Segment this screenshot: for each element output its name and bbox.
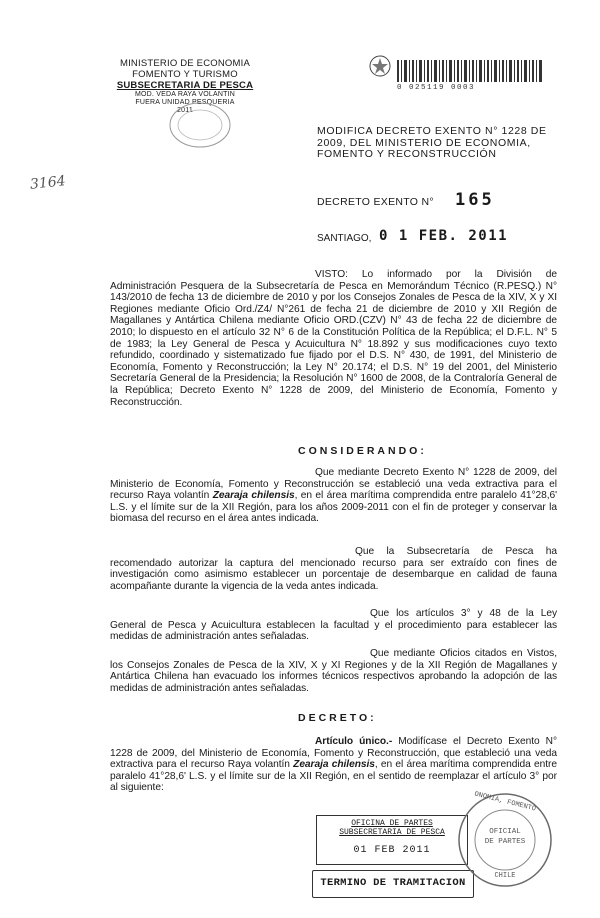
barcode-block <box>362 48 547 118</box>
seal-text-top: ONOMIA, FOMENTO <box>473 790 537 814</box>
decree-number-line <box>317 190 557 212</box>
considerando-paragraph-4: Que mediante Oficios citados en Vistos, los Consejos Zonales de Pesca de la XIV, X y XI Regiones y de la XII Región de Magallanes y Antártica Chilena han evacuado los informes técnicos respectivos aprobando la adopción de las medidas de administración antes señaladas. <box>110 648 557 694</box>
decree-number: 165 <box>455 190 495 210</box>
letterhead-ref-1: MOD. VEDA RAYA VOLANTIN <box>134 91 236 98</box>
article-unico-paragraph <box>110 736 557 794</box>
barcode-number: 0 025119 0003 <box>397 84 476 92</box>
decree-date-stamp: 0 1 FEB. 2011 <box>379 228 509 244</box>
letterhead-ref-2: FUERA UNIDAD PESQUERIA <box>135 99 235 106</box>
seal-text-bottom: CHILE <box>494 872 516 880</box>
document-title <box>317 126 557 161</box>
considerando-paragraph-3: Que los artículos 3° y 48 de la Ley General de Pesca y Acuicultura establecen la facultad y el procedimiento para establecer las medidas de administración antes señaladas. <box>110 608 557 643</box>
termino-stamp-text: TERMINO DE TRAMITACION <box>320 877 466 889</box>
seal-text-mid-1: OFICIAL <box>489 828 521 836</box>
considerando-p1-end: , en el área marítima comprendida entre paralelo 41°28,6' L.S. y el límite sur de la XII Región, para los años 2009-2011 con el fin de proteger y conservar la biomasa del recurso en el área antes indicada. <box>110 490 558 525</box>
seal-text-mid-2: DE PARTES <box>484 838 526 846</box>
considerando-paragraph-1 <box>110 467 557 525</box>
title-line-3: FOMENTO Y RECONSTRUCCIÓN <box>317 148 497 160</box>
article-label: Artículo único.- <box>315 736 393 747</box>
considerando-paragraph-2: Que la Subsecretaría de Pesca ha recomendado autorizar la captura del mencionado recurso para ser extraído con fines de investigación como asimismo establecer un porcentaje de desembarque en calidad de fauna acompañante durante la vigencia de la veda antes indicada. <box>110 546 557 592</box>
oficina-stamp-line-2: SUBSECRETARIA DE PESCA <box>339 828 445 837</box>
barcode-icon <box>397 60 542 82</box>
article-end: , en el área marítima comprendida entre paralelo 41°28,6' L.S. y el límite sur de la XII Región, en el sentido de reemplazar el artículo 3° por al siguiente: <box>110 759 557 794</box>
faded-seal <box>165 100 235 150</box>
article-start: Modifícase el Decreto Exento N° 1228 de 2009, del Ministerio de Economía, Fomento y Reconstrucción, que estableció una veda extractiva para el recurso Raya volantín <box>110 736 558 771</box>
decreto-heading: DECRETO: <box>298 712 377 724</box>
article-species: Zearaja chilensis <box>293 759 375 771</box>
place-date-line <box>317 228 557 248</box>
margin-handwritten-note: 3164 <box>29 173 67 193</box>
title-line-1: MODIFICA DECRETO EXENTO N° 1228 DE <box>317 125 547 137</box>
round-official-seal <box>455 790 555 890</box>
considerando-p1-start: Que mediante Decreto Exento N° 1228 de 2009, del Ministerio de Economía, Fomento y Reconstrucción se estableció una veda extractiva para el recurso Raya volantín <box>110 467 557 502</box>
oficina-partes-stamp <box>316 815 468 865</box>
letterhead-subsecretaria: SUBSECRETARIA DE PESCA <box>116 80 254 91</box>
oficina-stamp-date: 01 FEB 2011 <box>353 845 431 856</box>
place: SANTIAGO, <box>317 233 372 244</box>
letterhead-ministry-sub: FOMENTO Y TURISMO <box>132 69 238 80</box>
title-line-2: 2009, DEL MINISTERIO DE ECONOMIA, <box>317 136 531 149</box>
letterhead-ministry: MINISTERIO DE ECONOMIA <box>119 58 251 69</box>
oficina-stamp-line-1: OFICINA DE PARTES <box>351 819 433 828</box>
decree-label: DECRETO EXENTO N° <box>317 196 434 208</box>
considerando-heading: CONSIDERANDO: <box>298 445 427 457</box>
termino-tramitacion-stamp <box>312 870 474 898</box>
letterhead-ref-3: 2011 <box>177 107 193 114</box>
visto-paragraph: VISTO: Lo informado por la División de Administración Pesquera de la Subsecretaría de Pesca en Memorándum Técnico (R.PESQ.) N° 143/2010 de fecha 13 de diciembre de 2010 y por los Consejos Zonales de Pesca de la XIV, X y XI Regiones mediante Oficio Ord./Z4/ N°261 de fecha 21 de diciembre de 2010 y XII Región de Magallanes y Antártica Chilena mediante Oficio ORD.(CZV) N° 43 de fecha 22 de diciembre de 2010; lo dispuesto en el artículo 32 N° 6 de la Constitución Política de la República; el D.F.L. N° 5 de 1983; la Ley General de Pesca y Acuicultura N° 18.892 y sus modificaciones cuyo texto refundido, coordinado y sistematizado fue fijado por el D.S. N° 430, de 1991, del Ministerio de Economía, Fomento y Reconstrucción; la Ley N° 20.174; el D.S. N° 19 del 2001, del Ministerio Secretaría General de la Presidencia; la Resolución N° 1600 de 2008, de la Contraloría General de la República; Decreto Exento N° 1228 de 2009, del Ministerio de Economía, Fomento y Reconstrucción. <box>110 269 557 408</box>
coat-of-arms-icon <box>368 54 392 78</box>
considerando-p1-species: Zearaja chilensis <box>212 490 295 502</box>
